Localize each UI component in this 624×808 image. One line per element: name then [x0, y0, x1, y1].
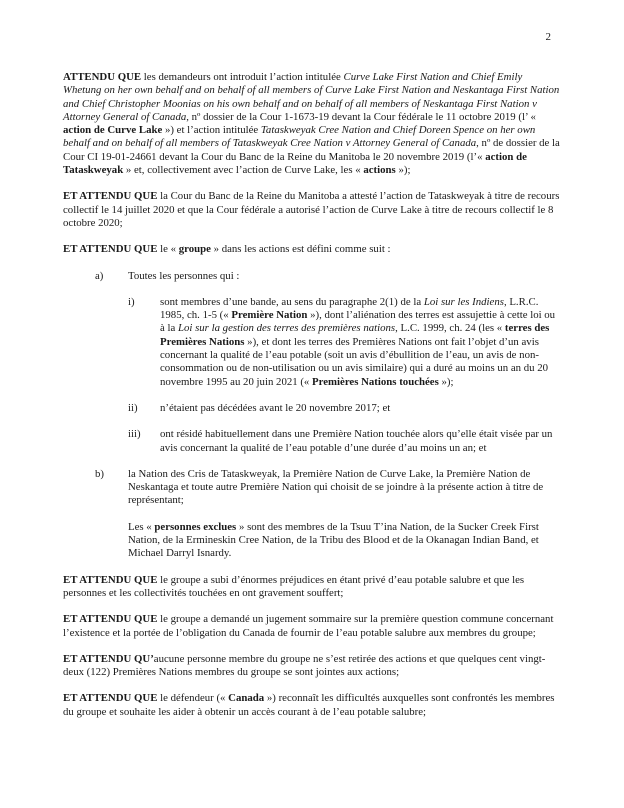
recital-2 — [63, 190, 561, 230]
definition-item-a-ii — [63, 402, 561, 415]
text-run: ET ATTENDU QU’ — [63, 652, 154, 665]
list-marker: i) — [128, 295, 135, 308]
text-run: »); — [395, 164, 411, 177]
text-run: le défendeur (« — [157, 692, 229, 705]
list-marker: a) — [95, 269, 104, 282]
definition-item-b — [63, 468, 561, 508]
text-run: » et, collectivement avec l’action de Curve Lake, les « — [123, 164, 364, 177]
text-run: , nº dossier de la Cour 1-1673-19 devant la Cour fédérale le 11 octobre 2019 (l’ « — [186, 110, 536, 123]
text-run: actions — [363, 164, 396, 177]
text-run: action de Tataskweyak — [63, 150, 527, 177]
recital-4 — [63, 574, 561, 601]
list-marker: b) — [95, 467, 104, 480]
text-run: Premières Nations touchées — [312, 375, 439, 388]
text-run: action de Curve Lake — [63, 124, 163, 137]
text-run: ET ATTENDU QUE — [63, 190, 158, 203]
recital-5 — [63, 613, 561, 640]
text-run: ET ATTENDU QUE — [63, 243, 158, 256]
text-run: les demandeurs ont introduit l’action intitulée — [141, 71, 344, 83]
text-run: , L.R.C. 1985, ch. 1-5 (« — [160, 295, 539, 322]
text-run: ») et l’action intitulée — [162, 124, 261, 137]
text-run: , L.C. 1999, ch. 24 (les « — [395, 322, 505, 335]
text-run: , nº de dossier de la Cour CI 19-01-24661 devant la Cour du Banc de la Reine du Manitoba le 20 novembre 2019 (l’« — [63, 137, 560, 163]
text-run: la Nation des Cris de Tataskweyak, la Première Nation de Curve Lake, la Première Nation de Neskantaga et toute autre Première Nation qui choisit de se joindre à la présente action à titre de représentant; — [128, 467, 544, 507]
text-run: le « — [157, 243, 179, 256]
text-run: la Cour du Banc de la Reine du Manitoba a attesté l’action de Tataskweyak à titre de recours collectif le 14 juillet 2020 et que la Cour fédérale a autorisé l’action de Curve Lake à titre de recours collectif le 8 octobre 2020; — [63, 190, 560, 229]
list-marker: iii) — [128, 428, 141, 441]
text-run: Canada — [228, 692, 265, 705]
text-run: personnes exclues — [154, 520, 237, 533]
text-run: sont membres d’une bande, au sens du paragraphe 2(1) de la — [160, 295, 424, 308]
document-body — [63, 71, 561, 719]
text-run: groupe — [178, 243, 211, 256]
text-run: Tataskweyak Cree Nation and Chief Doreen Spence on her own behalf and on behalf of all members of Tataskweyak Cree Nation v Attorney General of Canada — [63, 124, 536, 150]
recital-6 — [63, 653, 561, 680]
text-run: le groupe a subi d’énormes préjudices en étant privé d’eau potable salubre et que les personnes et les collectivités touchées en ont gravement souffert; — [63, 573, 525, 599]
recital-3 — [63, 243, 561, 256]
definition-item-a-iii — [63, 428, 561, 455]
definition-item-a-i — [63, 296, 561, 389]
text-run: Loi sur la gestion des terres des premières nations — [177, 322, 396, 335]
text-run: » dans les actions est défini comme suit : — [210, 243, 391, 256]
text-run: »), dont l’aliénation des terres est assujettie à cette loi ou à la — [160, 309, 556, 335]
text-run: n’étaient pas décédées avant le 20 novembre 2017; et — [160, 401, 391, 414]
text-run: ont résidé habituellement dans une Première Nation touchée alors qu’elle était visée par un avis concernant la qualité de l’eau potable d’une durée d’au moins un an; et — [160, 428, 553, 454]
text-run: ET ATTENDU QUE — [63, 573, 158, 586]
excluded-persons — [63, 521, 561, 561]
text-run: ET ATTENDU QUE — [63, 613, 158, 626]
text-run: Toutes les personnes qui : — [128, 269, 240, 282]
text-run: ») reconnaît les difficultés auxquelles sont confrontés les membres du groupe et souhaite les aider à obtenir un accès courant à de l’eau potable salubre; — [63, 692, 555, 718]
text-run: terres des Premières Nations — [160, 322, 550, 348]
list-marker: ii) — [128, 401, 138, 414]
definition-item-a — [63, 270, 561, 283]
text-run: »); — [438, 375, 454, 388]
text-run: Curve Lake First Nation and Chief Emily Whetung on her own behalf and on behalf of all members of Curve Lake First Nation and Neskantaga First Nation and Chief Christopher Moonias on his own behalf and on behalf of all members of Neskantaga First Nation v Attorney General of Canada — [63, 71, 560, 123]
text-run: » sont des membres de la Tsuu T’ina Nation, de la Sucker Creek First Nation, de la Ermineskin Cree Nation, de la Tribu des Blood et de la Okanagan Indian Band, et Michael Darryl Isnardy. — [128, 520, 539, 560]
text-run: aucune personne membre du groupe ne s’est retirée des actions et que quelques cent vingt-deux (122) Premières Nations membres du groupe se sont jointes aux actions; — [63, 652, 546, 679]
text-run: »), et dont les terres des Premières Nations ont fait l’objet d’un avis concernant la qualité de l’eau potable (soit un avis d’ébullition de l’eau, un avis de non-consommation ou de non-utilisation ou un avis similaire) qui a duré au moins un an du 20 novembre 1995 au 20 juin 2021 (« — [160, 335, 549, 388]
recital-1 — [63, 71, 561, 177]
text-run: Première Nation — [231, 309, 308, 322]
page-number: 2 — [545, 31, 551, 43]
recital-7 — [63, 692, 561, 719]
text-run: Loi sur les Indiens — [423, 295, 504, 308]
text-run: ET ATTENDU QUE — [63, 692, 158, 705]
text-run: le groupe a demandé un jugement sommaire sur la première question commune concernant l’existence et la portée de l’obligation du Canada de fournir de l’eau potable salubre aux membres du groupe; — [63, 613, 554, 639]
text-run: Les « — [128, 520, 155, 533]
text-run: ATTENDU QUE — [63, 71, 142, 83]
